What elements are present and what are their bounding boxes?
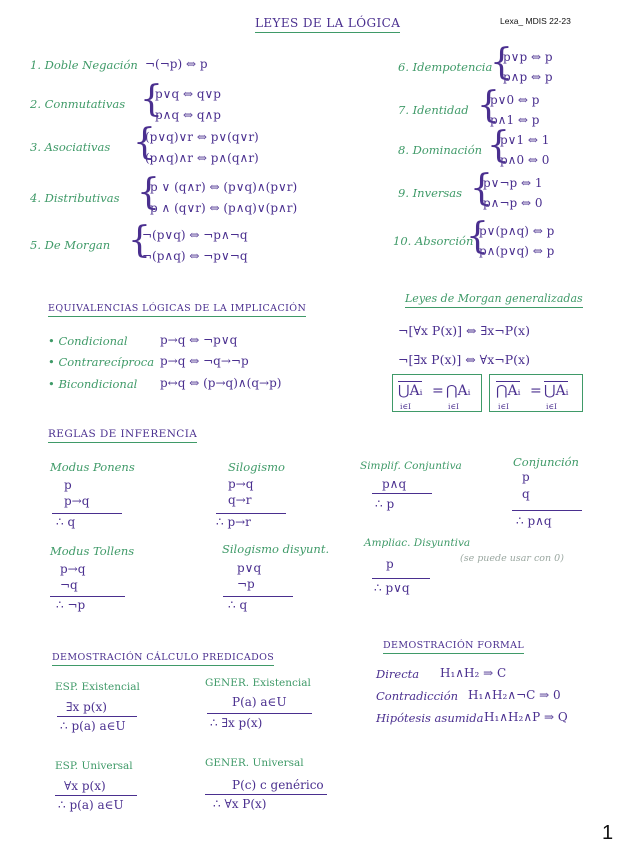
esp-exist-conclusion: ∴ p(a) a∈U bbox=[60, 719, 126, 733]
brace-9: { bbox=[470, 168, 493, 209]
sild-premise-1: p∨q bbox=[237, 561, 262, 575]
mt-rule bbox=[50, 596, 125, 597]
sil-premise-1: p→q bbox=[228, 477, 254, 491]
sild-premise-2: ¬p bbox=[237, 577, 255, 591]
set-box-1-right: ⋂Aᵢ bbox=[446, 383, 471, 399]
law-4-line2: p ∧ (q∨r) ⇔ (p∧q)∨(p∧r) bbox=[150, 201, 298, 215]
gen-univ-rule bbox=[205, 794, 327, 795]
law-8-line2: p∧0 ⇔ 0 bbox=[500, 153, 550, 167]
law-10-line2: p∧(p∨q) ⇔ p bbox=[479, 244, 555, 258]
law-1-name: 1. Doble Negación bbox=[30, 58, 138, 72]
formal-row-2-formula: H₁∧H₂∧¬C ⇒ 0 bbox=[468, 688, 561, 702]
conj-premise-1: p bbox=[522, 470, 530, 484]
morgan-gen-line2: ¬[∃x P(x)] ⇔ ∀x¬P(x) bbox=[398, 352, 530, 367]
law-7-line1: p∨0 ⇔ p bbox=[490, 93, 540, 107]
sild-rule bbox=[223, 596, 293, 597]
gen-univ-title: GENER. Universal bbox=[205, 757, 304, 769]
esp-exist-title: ESP. Existencial bbox=[55, 681, 140, 693]
gen-univ-conclusion: ∴ ∀x P(x) bbox=[213, 797, 267, 811]
morgan-gen-line1: ¬[∀x P(x)] ⇔ ∃x¬P(x) bbox=[398, 323, 530, 338]
law-6-line2: p∧p ⇔ p bbox=[503, 70, 553, 84]
law-4-name: 4. Distributivas bbox=[30, 191, 120, 205]
set-box-1-left: ⋃Aᵢ bbox=[398, 383, 423, 399]
ampl-conclusion: ∴ p∨q bbox=[374, 581, 410, 595]
esp-univ-conclusion: ∴ p(a) a∈U bbox=[58, 798, 124, 812]
law-9-line2: p∧¬p ⇔ 0 bbox=[483, 196, 543, 210]
mp-rule bbox=[52, 513, 122, 514]
conj-rule bbox=[512, 510, 582, 511]
law-1-formula: ¬(¬p) ⇔ p bbox=[145, 57, 208, 71]
set-box-2-right: ⋃Aᵢ bbox=[544, 383, 569, 399]
gen-exist-rule bbox=[207, 713, 312, 714]
esp-univ-rule bbox=[55, 795, 137, 796]
brace-6: { bbox=[490, 42, 513, 83]
set-box-2-left: ⋂Aᵢ bbox=[496, 383, 521, 399]
mp-conclusion: ∴ q bbox=[56, 515, 76, 529]
conj-conclusion: ∴ p∧q bbox=[516, 514, 552, 528]
mp-premise-1: p bbox=[64, 478, 72, 492]
formal-row-1-formula: H₁∧H₂ ⇒ C bbox=[440, 666, 507, 680]
brace-8: { bbox=[487, 125, 510, 166]
sil-premise-2: q→r bbox=[228, 493, 252, 507]
sil-conclusion: ∴ p→r bbox=[216, 515, 251, 529]
page-number: 1 bbox=[602, 822, 614, 844]
law-2-line2: p∧q ⇔ q∧p bbox=[155, 108, 221, 122]
law-10-name: 10. Absorción bbox=[393, 234, 474, 248]
law-5-name: 5. De Morgan bbox=[30, 238, 111, 252]
course-label: Lexa_ MDIS 22-23 bbox=[500, 16, 571, 26]
brace-5: { bbox=[128, 220, 151, 261]
law-6-line1: p∨p ⇔ p bbox=[503, 50, 553, 64]
sil-title: Silogismo bbox=[228, 460, 285, 474]
law-5-line1: ¬(p∨q) ⇔ ¬p∧¬q bbox=[142, 228, 248, 242]
gen-exist-conclusion: ∴ ∃x p(x) bbox=[210, 716, 263, 730]
mp-premise-2: p→q bbox=[64, 494, 90, 508]
formal-row-2-name: Contradicción bbox=[376, 689, 459, 703]
ampl-rule bbox=[372, 578, 430, 579]
esp-exist-rule bbox=[57, 716, 137, 717]
law-7-name: 7. Identidad bbox=[398, 103, 469, 117]
law-9-name: 9. Inversas bbox=[398, 186, 463, 200]
page-title: LEYES DE LA LÓGICA bbox=[255, 16, 400, 33]
brace-3: { bbox=[133, 122, 156, 163]
set-box-2-idx-right: i∈I bbox=[546, 402, 557, 411]
sild-conclusion: ∴ q bbox=[228, 598, 248, 612]
mt-premise-2: ¬q bbox=[60, 578, 78, 592]
mt-conclusion: ∴ ¬p bbox=[56, 598, 86, 612]
simp-conclusion: ∴ p bbox=[375, 497, 395, 511]
law-3-line1: (p∨q)∨r ⇔ p∨(q∨r) bbox=[145, 130, 259, 144]
formal-heading: DEMOSTRACIÓN FORMAL bbox=[383, 640, 524, 654]
sil-rule bbox=[216, 513, 286, 514]
impl-row-2-name: • Contrarecíproca bbox=[48, 355, 155, 369]
law-10-line1: p∨(p∧q) ⇔ p bbox=[479, 224, 555, 238]
law-3-line2: (p∧q)∧r ⇔ p∧(q∧r) bbox=[145, 151, 259, 165]
law-3-name: 3. Asociativas bbox=[30, 140, 111, 154]
impl-row-1-name: • Condicional bbox=[48, 334, 128, 348]
set-box-1-idx-left: i∈I bbox=[400, 402, 411, 411]
ampl-note: (se puede usar con 0) bbox=[460, 553, 564, 564]
law-8-name: 8. Dominación bbox=[398, 143, 483, 157]
set-box-2-idx-left: i∈I bbox=[498, 402, 509, 411]
esp-exist-premise: ∃x p(x) bbox=[66, 700, 107, 714]
law-2-name: 2. Conmutativas bbox=[30, 97, 126, 111]
inferencia-heading: REGLAS DE INFERENCIA bbox=[48, 428, 197, 443]
formal-row-3-name: Hipótesis asumida bbox=[376, 711, 484, 725]
impl-row-1-formula: p→q ⇔ ¬p∨q bbox=[160, 333, 238, 347]
esp-univ-title: ESP. Universal bbox=[55, 760, 133, 772]
impl-row-3-name: • Bicondicional bbox=[48, 377, 138, 391]
sild-title: Silogismo disyunt. bbox=[222, 542, 330, 556]
set-box-2-eq: = bbox=[530, 383, 542, 399]
law-9-line1: p∨¬p ⇔ 1 bbox=[483, 176, 543, 190]
set-box-1-eq: = bbox=[432, 383, 444, 399]
impl-heading: EQUIVALENCIAS LÓGICAS DE LA IMPLICACIÓN bbox=[48, 303, 306, 317]
simp-rule bbox=[372, 493, 432, 494]
mt-title: Modus Tollens bbox=[50, 544, 135, 558]
predicados-heading: DEMOSTRACIÓN CÁLCULO PREDICADOS bbox=[52, 652, 274, 666]
formal-row-3-formula: H₁∧H₂∧P ⇒ Q bbox=[484, 710, 568, 724]
law-7-line2: p∧1 ⇔ p bbox=[490, 113, 540, 127]
law-2-line1: p∨q ⇔ q∨p bbox=[155, 87, 221, 101]
ampl-premise: p bbox=[386, 557, 394, 571]
mp-title: Modus Ponens bbox=[50, 460, 135, 474]
gen-exist-premise: P(a) a∈U bbox=[232, 695, 287, 709]
morgan-gen-heading: Leyes de Morgan generalizadas bbox=[405, 292, 583, 308]
brace-2: { bbox=[140, 79, 163, 120]
brace-7: { bbox=[477, 85, 500, 126]
brace-10: { bbox=[466, 216, 489, 257]
ampl-title: Ampliac. Disyuntiva bbox=[364, 537, 471, 549]
formal-row-1-name: Directa bbox=[376, 667, 420, 681]
conj-title: Conjunción bbox=[513, 455, 579, 469]
set-box-1-idx-right: i∈I bbox=[448, 402, 459, 411]
gen-exist-title: GENER. Existencial bbox=[205, 677, 311, 689]
simp-title: Simplif. Conjuntiva bbox=[360, 460, 462, 472]
brace-4: { bbox=[137, 172, 160, 213]
law-5-line2: ¬(p∧q) ⇔ ¬p∨¬q bbox=[142, 249, 248, 263]
law-8-line1: p∨1 ⇔ 1 bbox=[500, 133, 550, 147]
mt-premise-1: p→q bbox=[60, 562, 86, 576]
law-4-line1: p ∨ (q∧r) ⇔ (p∨q)∧(p∨r) bbox=[150, 180, 298, 194]
conj-premise-2: q bbox=[522, 487, 530, 501]
impl-row-3-formula: p↔q ⇔ (p→q)∧(q→p) bbox=[160, 376, 282, 390]
esp-univ-premise: ∀x p(x) bbox=[64, 779, 106, 793]
simp-premise: p∧q bbox=[382, 477, 407, 491]
law-6-name: 6. Idempotencia bbox=[398, 60, 493, 74]
gen-univ-premise: P(c) c genérico bbox=[232, 778, 324, 792]
impl-row-2-formula: p→q ⇔ ¬q→¬p bbox=[160, 354, 249, 368]
